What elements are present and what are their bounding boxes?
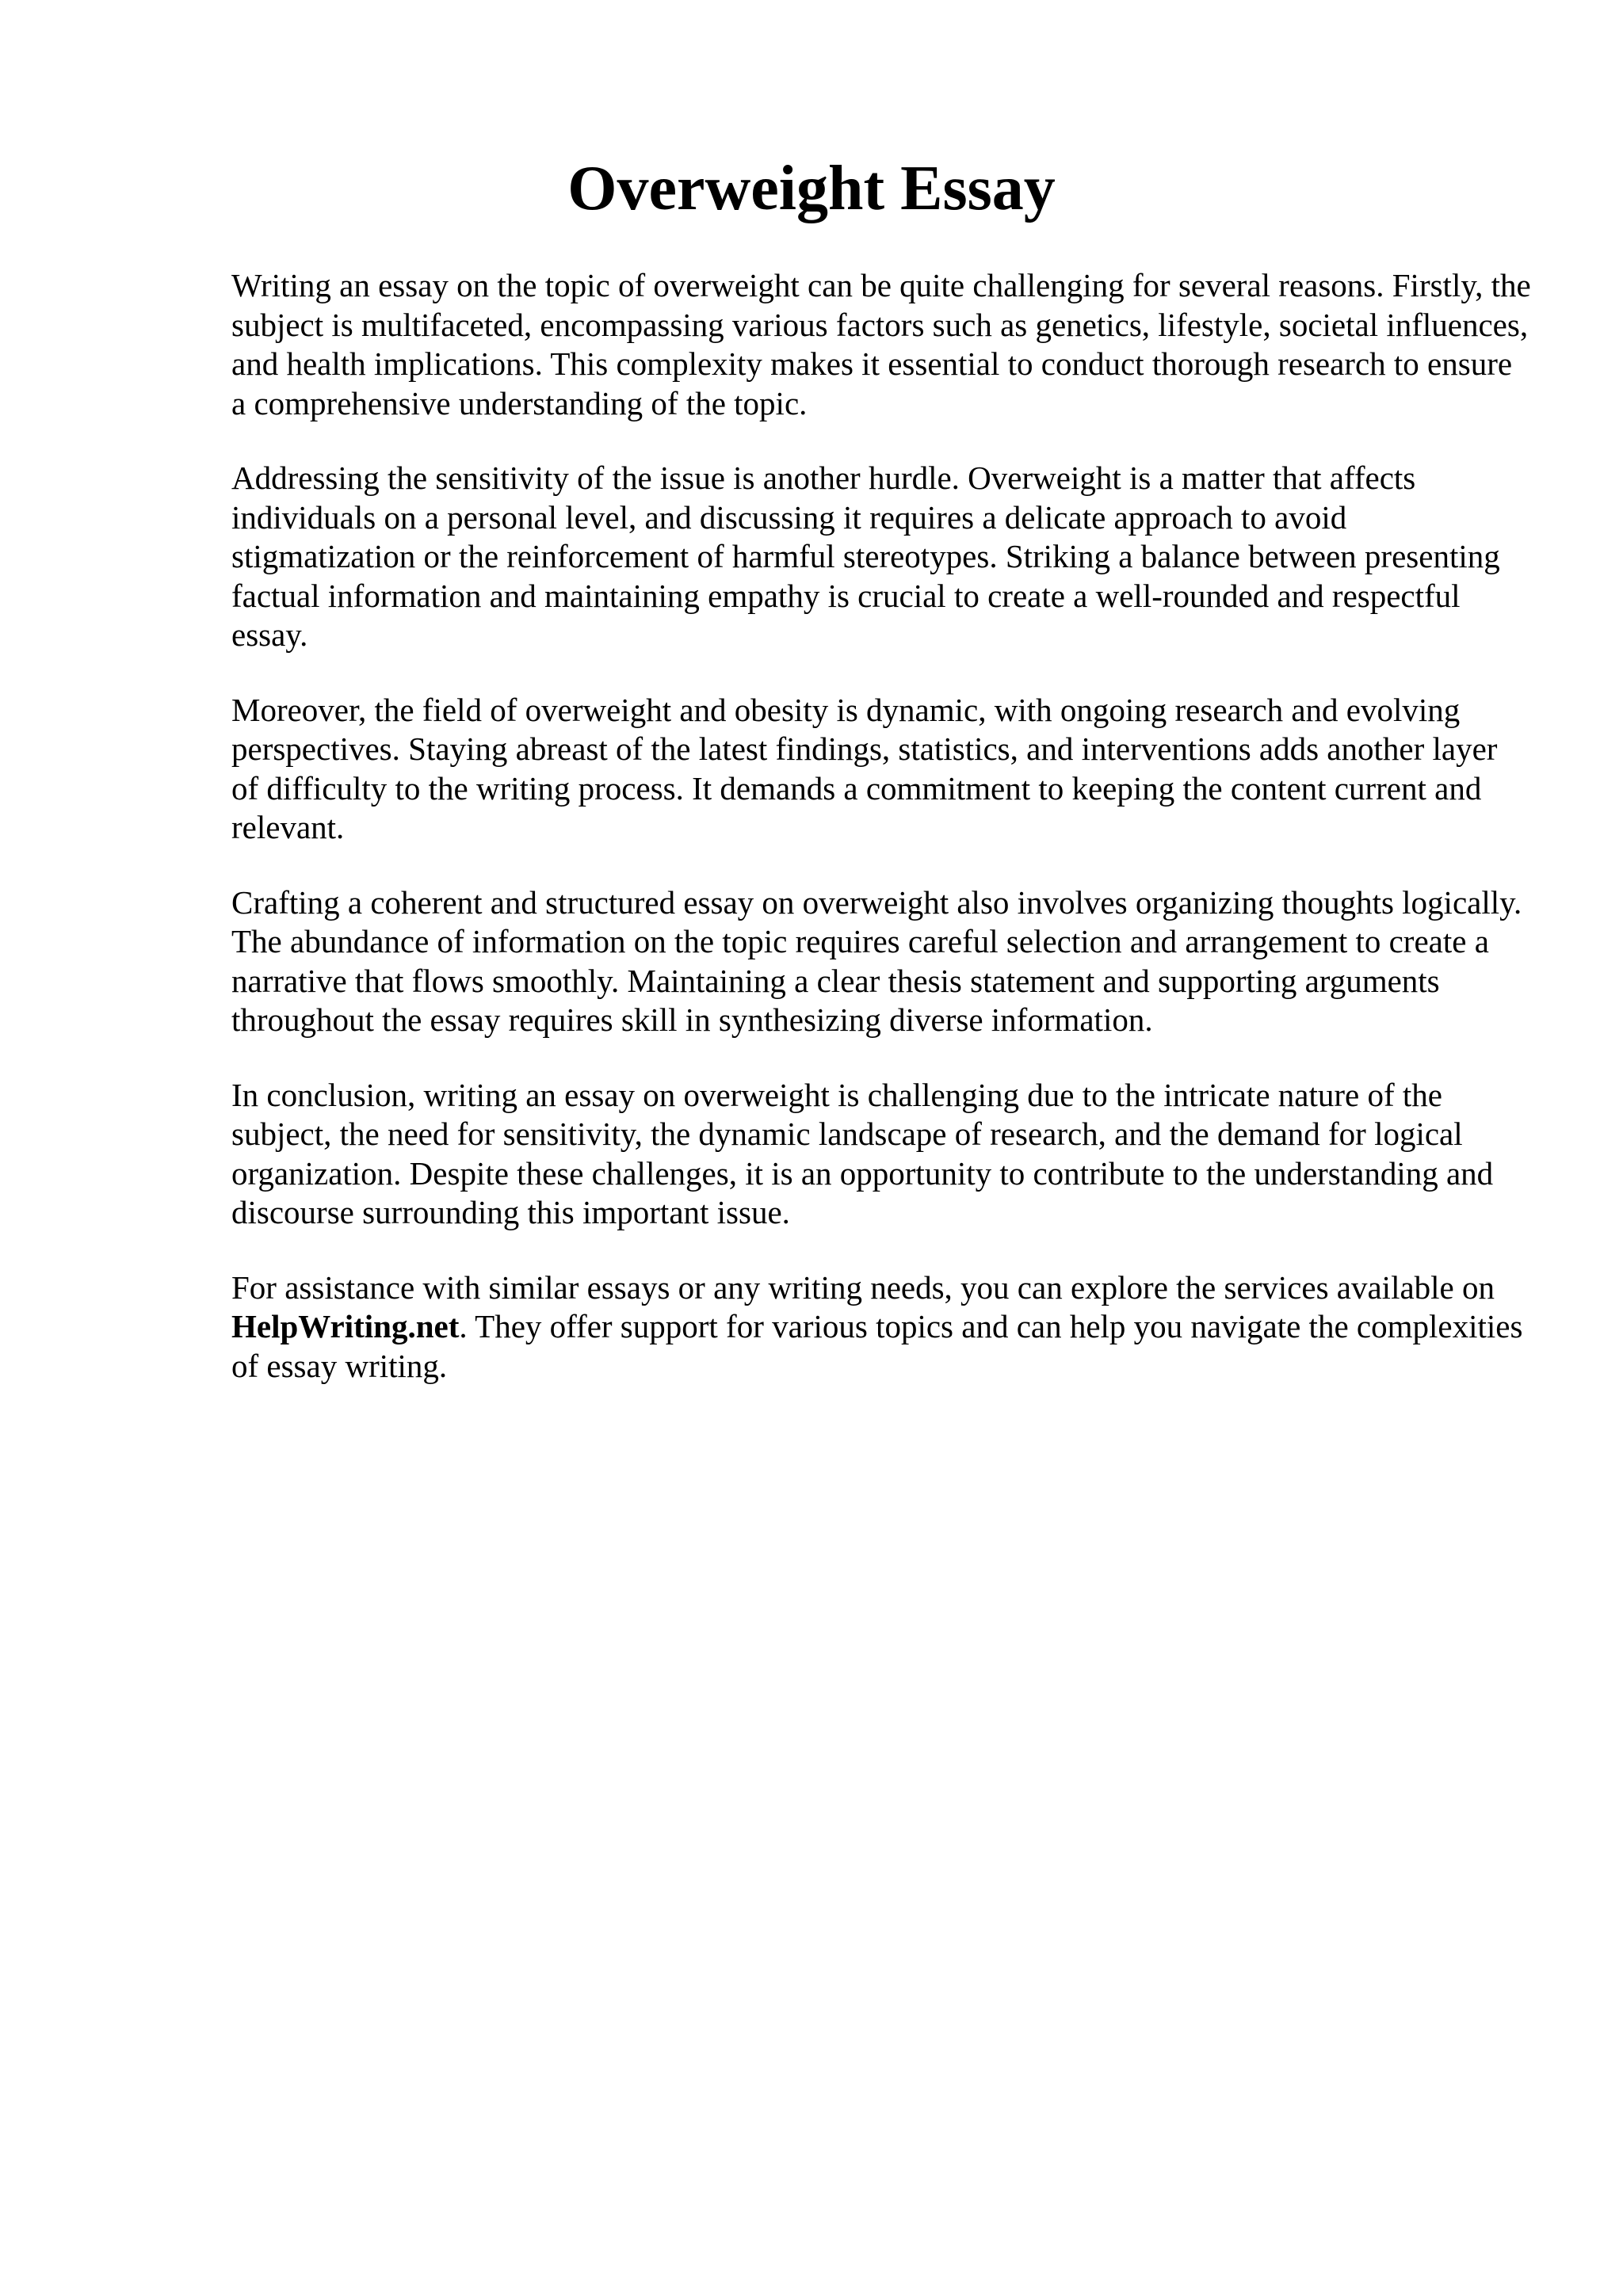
brand-name: HelpWriting.net — [231, 1308, 460, 1344]
document-title: Overweight Essay — [567, 154, 1056, 223]
closing-text-before: For assistance with similar essays or any writing needs, you can explore the services available on — [231, 1268, 1495, 1306]
paragraph-sensitivity: Addressing the sensitivity of the issue is another hurdle. Overweight is a matter that affects individuals on a personal level, and discussing it requires a delicate approach to avoid stigmatization or the reinforcement of harmful stereotypes. Striking a balance between presenting factual information and maintaining empathy is crucial to create a well-rounded and respectful essay. — [231, 460, 1500, 653]
paragraph-closing — [231, 1268, 1531, 1386]
document-body — [231, 266, 1531, 1421]
closing-text-after: . They offer support for various topics and can help you navigate the complexities of essay writing. — [231, 1308, 1523, 1384]
paragraph-dynamic-field: Moreover, the field of overweight and obesity is dynamic, with ongoing research and evolving perspectives. Staying abreast of the latest findings, statistics, and interventions adds another layer of difficulty to the writing process. It demands a commitment to keeping the content current and relevant. — [231, 691, 1498, 845]
paragraph-intro: Writing an essay on the topic of overweight can be quite challenging for several reasons. Firstly, the subject is multifaceted, encompassing various factors such as genetics, lifestyle, societal influences, and health implications. This complexity makes it essential to conduct thorough research to ensure a comprehensive understanding of the topic. — [231, 267, 1531, 421]
paragraph-conclusion: In conclusion, writing an essay on overweight is challenging due to the intricate nature of the subject, the need for sensitivity, the dynamic landscape of research, and the demand for logical organization. Despite these challenges, it is an opportunity to contribute to the understanding and discourse surrounding this important issue. — [231, 1076, 1494, 1230]
paragraph-structure: Crafting a coherent and structured essay on overweight also involves organizing thoughts logically. The abundance of information on the topic requires careful selection and arrangement to create a narrative that flows smoothly. Maintaining a clear thesis statement and supporting arguments throughout the essay requires skill in synthesizing diverse information. — [231, 883, 1522, 1038]
